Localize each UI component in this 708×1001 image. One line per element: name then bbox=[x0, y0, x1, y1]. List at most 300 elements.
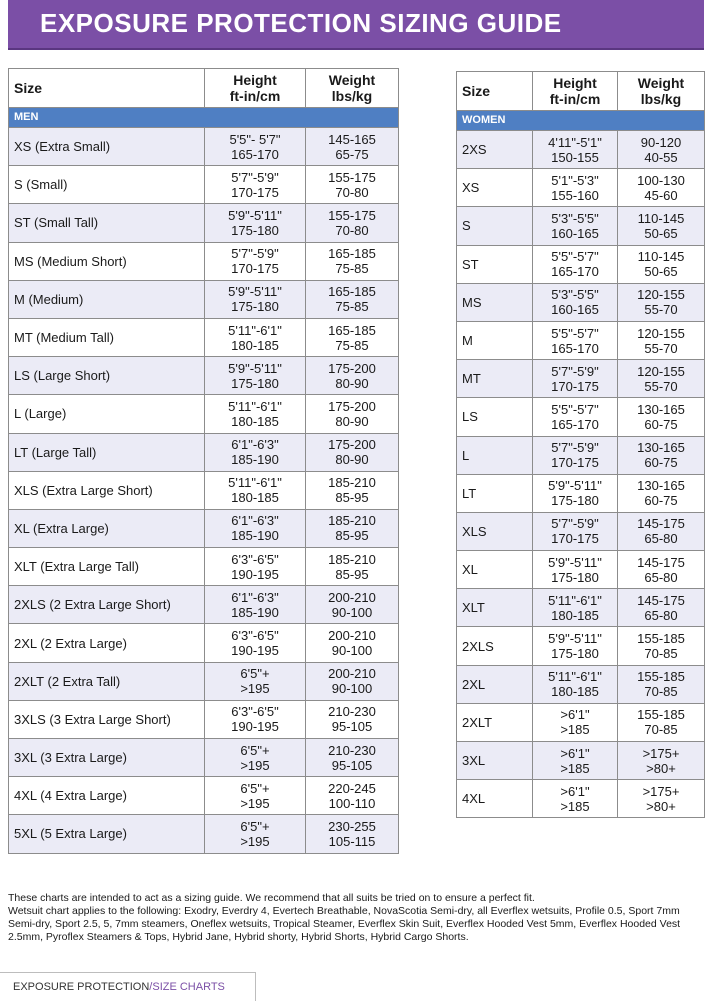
height-ftin: >6'1" bbox=[560, 745, 590, 761]
size-cell: XS (Extra Small) bbox=[9, 128, 205, 166]
height-cell bbox=[205, 739, 306, 777]
size-cell: XL (Extra Large) bbox=[9, 509, 205, 547]
women-section-label: WOMEN bbox=[457, 111, 705, 131]
table-row bbox=[9, 586, 399, 624]
weight-kg: 65-80 bbox=[644, 531, 678, 547]
weight-kg: 75-85 bbox=[335, 337, 369, 353]
weight-kg: 70-85 bbox=[644, 722, 678, 738]
weight-lbs: 155-185 bbox=[637, 707, 685, 723]
size-cell: XLT bbox=[457, 589, 533, 627]
women-section-bar bbox=[457, 111, 705, 131]
table-row bbox=[457, 169, 705, 207]
height-cell bbox=[205, 433, 306, 471]
table-row bbox=[457, 321, 705, 359]
height-ftin: 5'9"-5'11" bbox=[228, 360, 282, 376]
weight-kg: 55-70 bbox=[644, 378, 678, 394]
height-ftin: 5'7"-5'9" bbox=[231, 246, 279, 262]
size-cell: S bbox=[457, 207, 533, 245]
weight-lbs: 175-200 bbox=[328, 437, 376, 453]
size-cell: MT bbox=[457, 360, 533, 398]
size-cell: MS (Medium Short) bbox=[9, 242, 205, 280]
height-ftin: 5'9"-5'11" bbox=[548, 478, 602, 494]
weight-kg: 75-85 bbox=[335, 299, 369, 315]
table-row bbox=[457, 665, 705, 703]
women-header-row bbox=[457, 72, 705, 111]
weight-lbs: 175-200 bbox=[328, 398, 376, 414]
weight-cell bbox=[618, 703, 705, 741]
table-row bbox=[457, 207, 705, 245]
weight-cell bbox=[618, 665, 705, 703]
height-cell bbox=[205, 624, 306, 662]
height-cm: 180-185 bbox=[231, 413, 279, 429]
height-cell bbox=[205, 204, 306, 242]
table-row bbox=[457, 589, 705, 627]
weight-lbs: 90-120 bbox=[640, 134, 682, 150]
weight-kg: 95-105 bbox=[331, 719, 373, 735]
weight-kg: 50-65 bbox=[644, 225, 678, 241]
height-cm: 155-160 bbox=[551, 187, 599, 203]
height-cell bbox=[533, 131, 618, 169]
weight-kg: 60-75 bbox=[644, 493, 678, 509]
table-row bbox=[9, 204, 399, 242]
height-ftin: 5'11"-6'1" bbox=[548, 669, 602, 685]
table-row bbox=[9, 777, 399, 815]
weight-kg: 90-100 bbox=[331, 643, 373, 659]
title-banner bbox=[8, 0, 704, 50]
size-cell: 3XL bbox=[457, 742, 533, 780]
size-cell: LS (Large Short) bbox=[9, 357, 205, 395]
weight-cell bbox=[618, 780, 705, 818]
weight-kg: 60-75 bbox=[644, 416, 678, 432]
weight-kg: 50-65 bbox=[644, 264, 678, 280]
height-cm: 170-175 bbox=[231, 184, 279, 200]
size-cell: 2XLS (2 Extra Large Short) bbox=[9, 586, 205, 624]
men-size-table bbox=[8, 68, 399, 854]
weight-lbs: 130-165 bbox=[637, 401, 685, 417]
weight-cell bbox=[306, 739, 399, 777]
table-row bbox=[457, 436, 705, 474]
weight-lbs: 165-185 bbox=[328, 322, 376, 338]
table-row bbox=[457, 742, 705, 780]
height-cm: 185-190 bbox=[231, 604, 279, 620]
height-cell bbox=[533, 512, 618, 550]
weight-lbs: 145-175 bbox=[637, 592, 685, 608]
table-row bbox=[9, 739, 399, 777]
size-cell: LT bbox=[457, 474, 533, 512]
height-cell bbox=[533, 474, 618, 512]
size-cell: 4XL (4 Extra Large) bbox=[9, 777, 205, 815]
weight-kg: 70-85 bbox=[644, 684, 678, 700]
table-row bbox=[457, 627, 705, 665]
size-cell: XS bbox=[457, 169, 533, 207]
weight-kg: 90-100 bbox=[331, 681, 373, 697]
weight-kg: 80-90 bbox=[335, 452, 369, 468]
weight-lbs: 130-165 bbox=[637, 478, 685, 494]
size-cell: LS bbox=[457, 398, 533, 436]
height-cm: 190-195 bbox=[231, 719, 279, 735]
height-cell bbox=[205, 166, 306, 204]
women-size-table bbox=[456, 71, 705, 818]
height-cm: 175-180 bbox=[551, 569, 599, 585]
weight-cell bbox=[306, 815, 399, 853]
weight-cell bbox=[618, 742, 705, 780]
weight-kg: >80+ bbox=[646, 760, 676, 776]
height-cm: >185 bbox=[560, 798, 590, 814]
height-ftin: 6'1"-6'3" bbox=[231, 513, 279, 529]
height-ftin: 4'11"-5'1" bbox=[548, 134, 602, 150]
height-ftin: 6'3"-6'5" bbox=[231, 704, 279, 720]
size-cell: ST (Small Tall) bbox=[9, 204, 205, 242]
height-cell bbox=[533, 703, 618, 741]
weight-lbs: 220-245 bbox=[328, 780, 376, 796]
weight-lbs: 120-155 bbox=[637, 325, 685, 341]
weight-cell bbox=[618, 360, 705, 398]
height-cm: 190-195 bbox=[231, 643, 279, 659]
height-cm: 185-190 bbox=[231, 452, 279, 468]
height-cell bbox=[205, 395, 306, 433]
height-cell bbox=[533, 589, 618, 627]
weight-lbs: 145-175 bbox=[637, 554, 685, 570]
weight-lbs: 155-185 bbox=[637, 669, 685, 685]
height-ftin: 5'9"-5'11" bbox=[228, 207, 282, 223]
footer-breadcrumb bbox=[0, 972, 256, 1001]
weight-header: Weight lbs/kg bbox=[306, 69, 399, 108]
weight-lbs: 185-210 bbox=[328, 475, 376, 491]
height-cm: 180-185 bbox=[231, 490, 279, 506]
height-cell bbox=[533, 321, 618, 359]
weight-kg: 65-80 bbox=[644, 569, 678, 585]
table-row bbox=[9, 548, 399, 586]
height-cm: 165-170 bbox=[551, 340, 599, 356]
height-ftin: 5'3"-5'5" bbox=[551, 287, 599, 303]
size-cell: M (Medium) bbox=[9, 280, 205, 318]
height-header: Height ft-in/cm bbox=[533, 72, 618, 111]
height-cell bbox=[533, 551, 618, 589]
height-cell bbox=[533, 627, 618, 665]
table-row bbox=[9, 318, 399, 356]
size-cell: MS bbox=[457, 283, 533, 321]
size-cell: MT (Medium Tall) bbox=[9, 318, 205, 356]
weight-kg: 40-55 bbox=[644, 149, 678, 165]
height-cell bbox=[205, 128, 306, 166]
height-cell bbox=[205, 586, 306, 624]
weight-lbs: 155-175 bbox=[328, 207, 376, 223]
table-row bbox=[9, 166, 399, 204]
height-cm: 165-170 bbox=[551, 264, 599, 280]
weight-cell bbox=[306, 242, 399, 280]
weight-lbs: 230-255 bbox=[328, 818, 376, 834]
height-ftin: 5'1"-5'3" bbox=[551, 172, 599, 188]
height-ftin: 6'3"-6'5" bbox=[231, 628, 279, 644]
weight-kg: 45-60 bbox=[644, 187, 678, 203]
size-cell: 2XLT (2 Extra Tall) bbox=[9, 662, 205, 700]
table-row bbox=[9, 280, 399, 318]
height-cell bbox=[205, 777, 306, 815]
breadcrumb-separator: / bbox=[149, 981, 153, 993]
weight-cell bbox=[306, 700, 399, 738]
weight-lbs: >175+ bbox=[642, 745, 680, 761]
height-cell bbox=[533, 283, 618, 321]
weight-kg: >80+ bbox=[646, 798, 676, 814]
weight-cell bbox=[306, 357, 399, 395]
table-row bbox=[457, 551, 705, 589]
table-row bbox=[9, 662, 399, 700]
weight-cell bbox=[306, 662, 399, 700]
height-cell bbox=[205, 662, 306, 700]
height-header: Height ft-in/cm bbox=[205, 69, 306, 108]
height-ftin: 6'5"+ bbox=[240, 780, 270, 796]
size-cell: S (Small) bbox=[9, 166, 205, 204]
weight-kg: 55-70 bbox=[644, 340, 678, 356]
weight-kg: 90-100 bbox=[331, 604, 373, 620]
height-ftin: 5'11"-6'1" bbox=[228, 475, 282, 491]
height-ftin: 6'5"+ bbox=[240, 818, 270, 834]
height-cm: 160-165 bbox=[551, 302, 599, 318]
weight-lbs: 110-145 bbox=[637, 249, 685, 265]
weight-lbs: >175+ bbox=[642, 783, 680, 799]
table-row bbox=[9, 433, 399, 471]
table-row bbox=[457, 131, 705, 169]
table-row bbox=[457, 360, 705, 398]
weight-cell bbox=[618, 245, 705, 283]
height-cell bbox=[533, 398, 618, 436]
table-row bbox=[457, 398, 705, 436]
men-section-label: MEN bbox=[9, 108, 399, 128]
height-ftin: 5'9"-5'11" bbox=[548, 631, 602, 647]
weight-cell bbox=[618, 207, 705, 245]
weight-lbs: 145-175 bbox=[637, 516, 685, 532]
weight-kg: 105-115 bbox=[328, 833, 376, 849]
weight-cell bbox=[618, 589, 705, 627]
height-ftin: 5'5"-5'7" bbox=[551, 401, 599, 417]
height-ftin: 5'7"-5'9" bbox=[551, 516, 599, 532]
size-cell: LT (Large Tall) bbox=[9, 433, 205, 471]
height-cm: 175-180 bbox=[551, 646, 599, 662]
weight-cell bbox=[618, 131, 705, 169]
size-cell: 2XLS bbox=[457, 627, 533, 665]
size-cell: 2XLT bbox=[457, 703, 533, 741]
height-ftin: 5'11"-6'1" bbox=[228, 398, 282, 414]
weight-kg: 85-95 bbox=[335, 490, 369, 506]
weight-cell bbox=[618, 321, 705, 359]
size-cell: 5XL (5 Extra Large) bbox=[9, 815, 205, 853]
height-ftin: >6'1" bbox=[560, 707, 590, 723]
height-cell bbox=[205, 242, 306, 280]
sizing-notes bbox=[8, 892, 703, 944]
height-cell bbox=[533, 436, 618, 474]
weight-cell bbox=[306, 471, 399, 509]
men-section-bar bbox=[9, 108, 399, 128]
weight-kg: 60-75 bbox=[644, 455, 678, 471]
men-header-row bbox=[9, 69, 399, 108]
table-row bbox=[9, 395, 399, 433]
height-ftin: >6'1" bbox=[560, 783, 590, 799]
table-row bbox=[9, 357, 399, 395]
weight-cell bbox=[306, 280, 399, 318]
weight-lbs: 100-130 bbox=[637, 172, 685, 188]
table-row bbox=[457, 703, 705, 741]
height-ftin: 5'11"-6'1" bbox=[548, 592, 602, 608]
height-cm: >195 bbox=[240, 795, 270, 811]
note-disclaimer: These charts are intended to act as a sizing guide. We recommend that all suits be tried on to ensure a perfect fit. bbox=[8, 892, 535, 904]
weight-lbs: 110-145 bbox=[637, 210, 685, 226]
table-row bbox=[457, 512, 705, 550]
weight-kg: 100-110 bbox=[328, 795, 376, 811]
weight-cell bbox=[306, 166, 399, 204]
breadcrumb-page[interactable]: SIZE CHARTS bbox=[152, 981, 225, 993]
height-cell bbox=[533, 780, 618, 818]
weight-lbs: 145-165 bbox=[328, 131, 376, 147]
table-row bbox=[457, 283, 705, 321]
weight-kg: 65-80 bbox=[644, 607, 678, 623]
height-cm: 165-170 bbox=[551, 416, 599, 432]
table-row bbox=[9, 624, 399, 662]
height-cell bbox=[205, 471, 306, 509]
size-cell: ST bbox=[457, 245, 533, 283]
size-cell: L (Large) bbox=[9, 395, 205, 433]
weight-cell bbox=[306, 395, 399, 433]
weight-lbs: 165-185 bbox=[328, 246, 376, 262]
weight-lbs: 155-185 bbox=[637, 631, 685, 647]
height-cm: >185 bbox=[560, 722, 590, 738]
weight-lbs: 155-175 bbox=[328, 169, 376, 185]
height-ftin: 5'11"-6'1" bbox=[228, 322, 282, 338]
height-cell bbox=[205, 815, 306, 853]
weight-kg: 70-80 bbox=[335, 222, 369, 238]
weight-cell bbox=[306, 586, 399, 624]
height-cm: >195 bbox=[240, 757, 270, 773]
weight-cell bbox=[618, 551, 705, 589]
page-title: EXPOSURE PROTECTION SIZING GUIDE bbox=[40, 8, 562, 38]
weight-lbs: 175-200 bbox=[328, 360, 376, 376]
weight-lbs: 185-210 bbox=[328, 551, 376, 567]
weight-kg: 75-85 bbox=[335, 261, 369, 277]
size-cell: 2XL bbox=[457, 665, 533, 703]
height-cm: 150-155 bbox=[551, 149, 599, 165]
weight-cell bbox=[618, 436, 705, 474]
size-cell: 4XL bbox=[457, 780, 533, 818]
weight-lbs: 210-230 bbox=[328, 704, 376, 720]
weight-cell bbox=[306, 777, 399, 815]
weight-lbs: 120-155 bbox=[637, 287, 685, 303]
weight-cell bbox=[618, 627, 705, 665]
weight-header: Weight lbs/kg bbox=[618, 72, 705, 111]
height-ftin: 5'9"-5'11" bbox=[228, 284, 282, 300]
height-cell bbox=[533, 169, 618, 207]
weight-kg: 80-90 bbox=[335, 375, 369, 391]
weight-cell bbox=[306, 548, 399, 586]
size-cell: XLS bbox=[457, 512, 533, 550]
height-cm: 180-185 bbox=[551, 607, 599, 623]
table-row bbox=[9, 815, 399, 853]
height-ftin: 5'5"-5'7" bbox=[551, 325, 599, 341]
size-cell: M bbox=[457, 321, 533, 359]
height-cm: 180-185 bbox=[231, 337, 279, 353]
table-row bbox=[9, 509, 399, 547]
height-ftin: 6'1"-6'3" bbox=[231, 437, 279, 453]
height-ftin: 5'3"-5'5" bbox=[551, 210, 599, 226]
weight-cell bbox=[306, 433, 399, 471]
table-row bbox=[9, 471, 399, 509]
weight-cell bbox=[306, 318, 399, 356]
weight-lbs: 185-210 bbox=[328, 513, 376, 529]
weight-cell bbox=[618, 398, 705, 436]
weight-lbs: 200-210 bbox=[328, 628, 376, 644]
height-ftin: 6'5"+ bbox=[240, 666, 270, 682]
weight-lbs: 200-210 bbox=[328, 666, 376, 682]
height-cm: 170-175 bbox=[551, 455, 599, 471]
height-cell bbox=[533, 742, 618, 780]
height-ftin: 6'3"-6'5" bbox=[231, 551, 279, 567]
table-row bbox=[457, 474, 705, 512]
height-ftin: 6'5"+ bbox=[240, 742, 270, 758]
height-cell bbox=[533, 207, 618, 245]
weight-cell bbox=[306, 624, 399, 662]
height-cm: 165-170 bbox=[231, 146, 279, 162]
table-row bbox=[9, 242, 399, 280]
note-applicability: Wetsuit chart applies to the following: Exodry, Everdry 4, Evertech Breathable, NovaScotia Semi-dry, all Everflex wetsuits, Profile 0.5, Sport 7mm Semi-dry, Sport 2.5, 5, 7mm steamers, Oneflex wetsuits, Tropical Steamer, Everflex Skin Suit, Everflex Hooded Vest 5mm, Everflex Hooded Vest 2.5mm, Pyroflex Steamers & Tops, Hybrid Jane, Hybrid shorty, Hybrid Shorts, Hybrid Cargo Shorts. bbox=[8, 905, 681, 943]
size-header: Size bbox=[9, 69, 205, 108]
weight-cell bbox=[618, 474, 705, 512]
size-cell: 2XS bbox=[457, 131, 533, 169]
height-cm: >185 bbox=[560, 760, 590, 776]
height-cm: 170-175 bbox=[551, 531, 599, 547]
size-cell: 3XL (3 Extra Large) bbox=[9, 739, 205, 777]
weight-cell bbox=[618, 283, 705, 321]
weight-kg: 55-70 bbox=[644, 302, 678, 318]
height-cm: 170-175 bbox=[551, 378, 599, 394]
height-cm: 175-180 bbox=[231, 299, 279, 315]
height-cell bbox=[205, 509, 306, 547]
size-header: Size bbox=[457, 72, 533, 111]
weight-cell bbox=[306, 128, 399, 166]
height-cm: >195 bbox=[240, 681, 270, 697]
height-cell bbox=[205, 318, 306, 356]
table-row bbox=[9, 700, 399, 738]
height-cm: 185-190 bbox=[231, 528, 279, 544]
table-row bbox=[9, 128, 399, 166]
table-row bbox=[457, 780, 705, 818]
size-cell: XLT (Extra Large Tall) bbox=[9, 548, 205, 586]
weight-kg: 85-95 bbox=[335, 528, 369, 544]
weight-lbs: 120-155 bbox=[637, 363, 685, 379]
weight-kg: 95-105 bbox=[331, 757, 373, 773]
weight-lbs: 210-230 bbox=[328, 742, 376, 758]
weight-kg: 80-90 bbox=[335, 413, 369, 429]
height-ftin: 5'7"-5'9" bbox=[231, 169, 279, 185]
height-cm: >195 bbox=[240, 833, 270, 849]
height-cell bbox=[533, 245, 618, 283]
breadcrumb-section[interactable]: EXPOSURE PROTECTION bbox=[13, 981, 150, 993]
height-cm: 175-180 bbox=[231, 222, 279, 238]
height-cell bbox=[533, 360, 618, 398]
table-row bbox=[457, 245, 705, 283]
height-cm: 160-165 bbox=[551, 225, 599, 241]
height-cm: 170-175 bbox=[231, 261, 279, 277]
size-cell: 3XLS (3 Extra Large Short) bbox=[9, 700, 205, 738]
height-ftin: 5'9"-5'11" bbox=[548, 554, 602, 570]
height-cell bbox=[205, 357, 306, 395]
height-cell bbox=[205, 280, 306, 318]
height-cm: 175-180 bbox=[551, 493, 599, 509]
size-cell: 2XL (2 Extra Large) bbox=[9, 624, 205, 662]
height-ftin: 5'7"-5'9" bbox=[551, 363, 599, 379]
height-ftin: 5'5"-5'7" bbox=[551, 249, 599, 265]
weight-cell bbox=[618, 169, 705, 207]
height-cm: 175-180 bbox=[231, 375, 279, 391]
height-cm: 180-185 bbox=[551, 684, 599, 700]
weight-cell bbox=[306, 509, 399, 547]
